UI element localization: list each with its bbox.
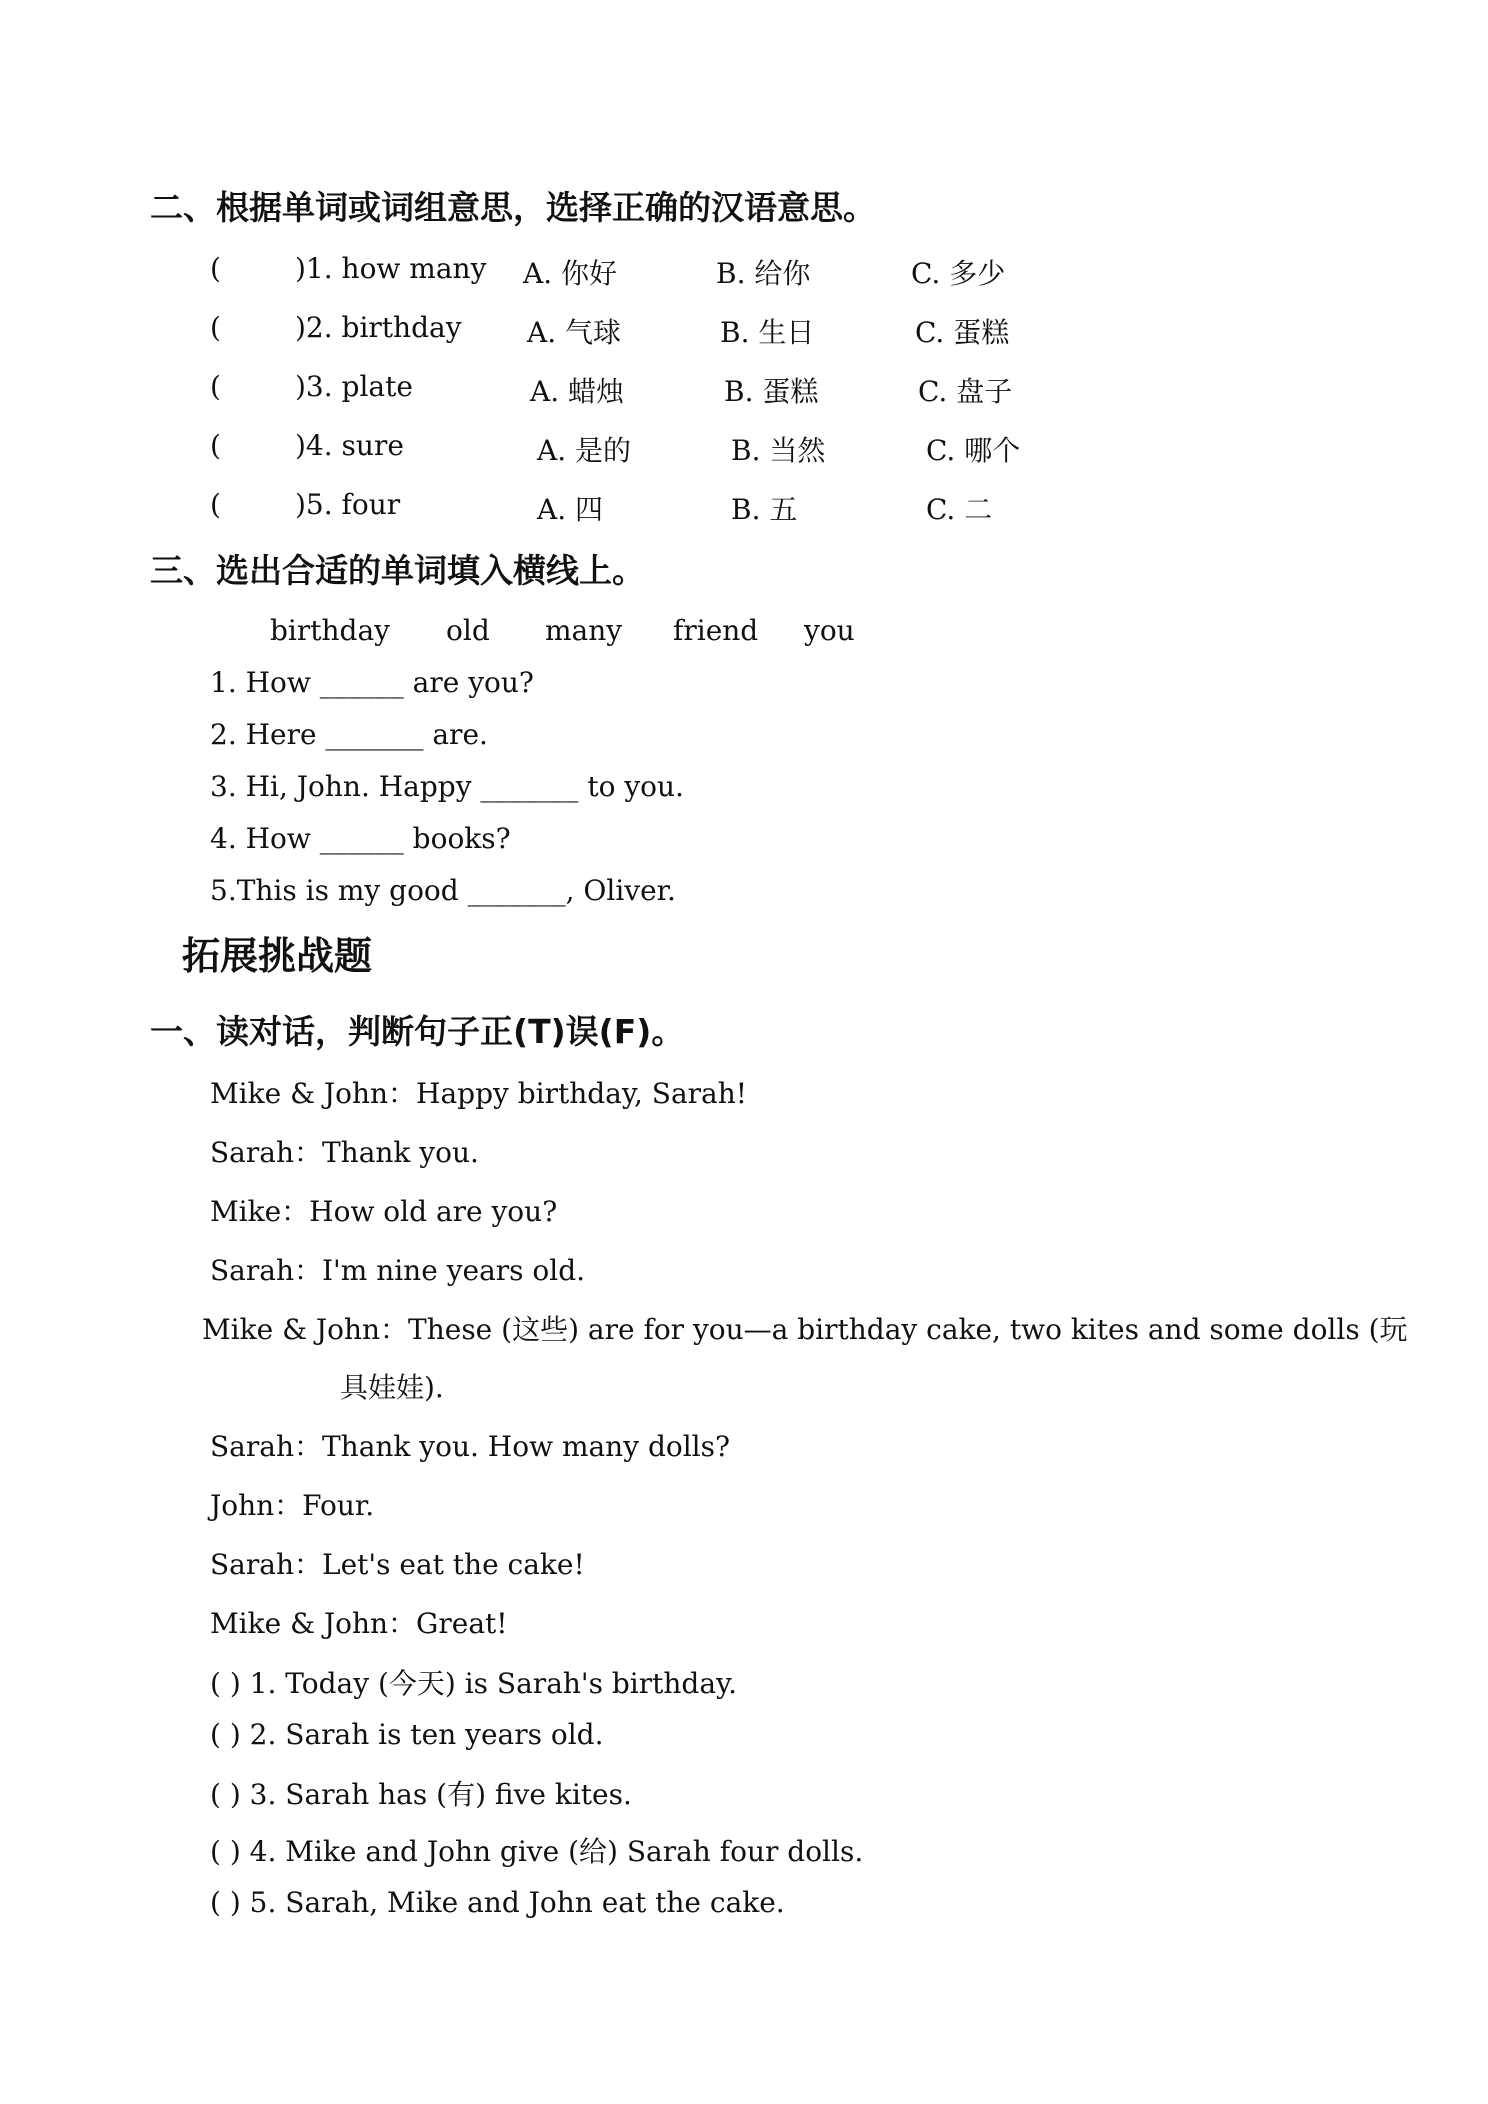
judgement-item: ( ) 1. Today (今天) is Sarah's birthday. [210,1667,738,1700]
dialogue-line: Sarah：Let's eat the cake! [210,1548,585,1581]
fill-sentence-1: 1. How ______ are you? [210,666,534,699]
dialogue-line: Mike & John：Happy birthday, Sarah! [210,1077,748,1110]
option-b: B. 五 [731,493,798,526]
extension-heading: 一、读对话，判断句子正(T)误(F)。 [150,1012,685,1051]
option-a: A. 气球 [527,316,622,349]
option-b: B. 蛋糕 [724,375,819,408]
option-b: B. 当然 [731,434,826,467]
word-bank-item: friend [673,614,759,647]
option-c: C. 二 [926,493,993,526]
item-term: )2. birthday [295,311,462,344]
answer-paren: ( [210,252,221,285]
word-bank-item: many [545,614,623,647]
option-b: B. 给你 [716,257,811,290]
dialogue-line: Sarah：Thank you. [210,1136,479,1169]
dialogue-line: Mike & John：Great! [210,1607,508,1640]
judgement-item: ( ) 4. Mike and John give (给) Sarah four dolls. [210,1835,864,1868]
judgement-item: ( ) 3. Sarah has (有) five kites. [210,1778,632,1811]
answer-paren: ( [210,311,221,344]
answer-paren: ( [210,429,221,462]
item-term: )5. four [295,488,401,521]
option-c: C. 哪个 [926,434,1021,467]
option-c: C. 蛋糕 [915,316,1010,349]
dialogue-line: Sarah：I'm nine years old. [210,1254,586,1287]
fill-sentence-5: 5.This is my good _______, Oliver. [210,874,676,907]
option-a: A. 蜡烛 [530,375,625,408]
word-bank-item: birthday [270,614,390,647]
fill-sentence-3: 3. Hi, John. Happy _______ to you. [210,770,684,803]
item-term: )4. sure [295,429,404,462]
extension-title: 拓展挑战题 [182,934,373,978]
item-term: )1. how many [295,252,487,285]
option-a: A. 四 [537,493,604,526]
option-a: A. 你好 [523,257,618,290]
dialogue-line: Mike：How old are you? [210,1195,558,1228]
option-c: C. 多少 [911,257,1006,290]
dialogue-line: John：Four. [210,1489,375,1522]
word-bank-item: old [446,614,490,647]
item-term: )3. plate [295,370,413,403]
judgement-item: ( ) 5. Sarah, Mike and John eat the cake. [210,1886,785,1919]
word-bank-item: you [804,614,855,647]
dialogue-line: Sarah：Thank you. How many dolls? [210,1430,731,1463]
option-b: B. 生日 [720,316,815,349]
fill-sentence-2: 2. Here _______ are. [210,718,488,751]
dialogue-line: Mike & John：These (这些) are for you—a birthday cake, two kites and some dolls (玩 [202,1313,1408,1346]
section3-heading: 三、选出合适的单词填入横线上。 [150,551,645,590]
answer-paren: ( [210,488,221,521]
option-c: C. 盘子 [918,375,1013,408]
fill-sentence-4: 4. How ______ books? [210,822,511,855]
option-a: A. 是的 [537,434,632,467]
answer-paren: ( [210,370,221,403]
section2-heading: 二、根据单词或词组意思，选择正确的汉语意思。 [150,188,876,227]
judgement-item: ( ) 2. Sarah is ten years old. [210,1718,604,1751]
dialogue-line-continued: 具娃娃). [340,1371,444,1404]
